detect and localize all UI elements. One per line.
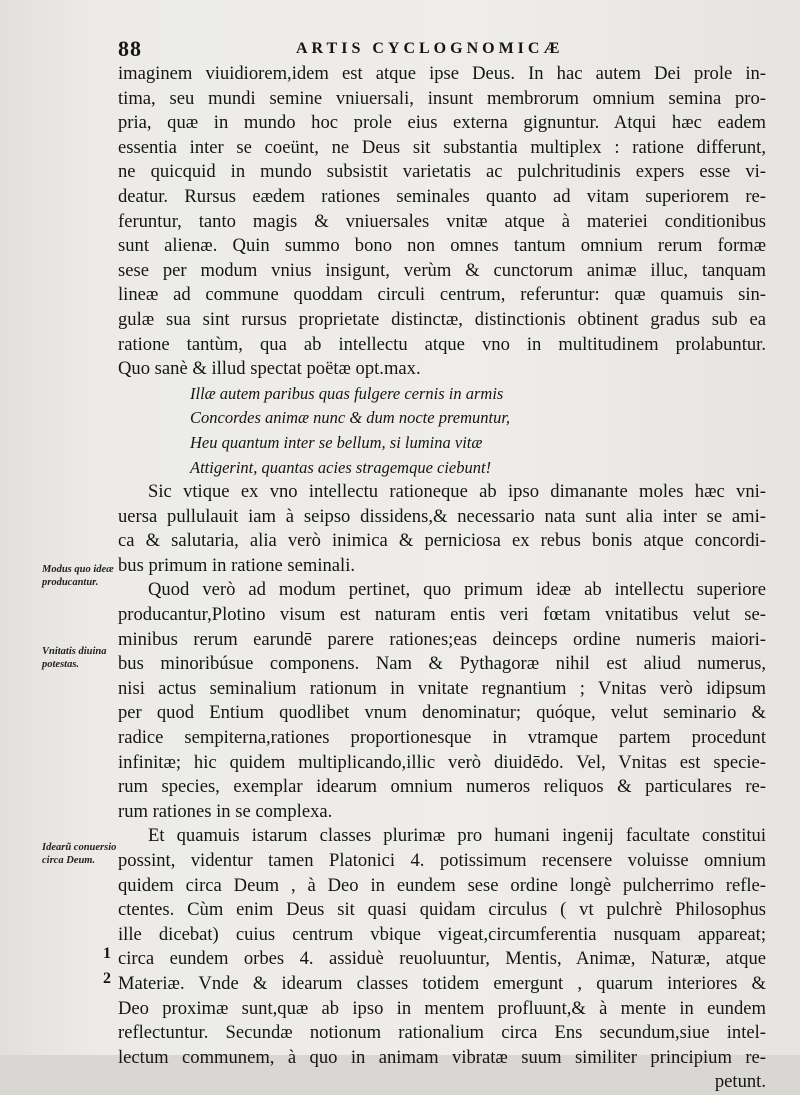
text-line: quidem circa Deum , à Deo in eundem sese ordine longè pulcherrimo refle- [118, 874, 766, 896]
text-line: Sic vtique ex vno intellectu rationeque ab ipso dimanante moles hæc vni- [148, 481, 766, 503]
text-line: tima, seu mundi semine vniuersali, insunt membrorum omnium semina pro- [118, 87, 766, 109]
text-line: bus primum in ratione seminali. [118, 554, 356, 576]
text-line: producantur,Plotino visum est naturam entis veri fœtam vnitatibus velut se- [118, 604, 766, 626]
text-line: pria, quæ in mundo hoc prole eius externa gignuntur. Atqui hæc eadem [118, 112, 766, 134]
text-line: radice sempiterna,rationes proportionesque in vtramque partem procedunt [118, 727, 766, 749]
margin-note-modus: Modus quo ideæ producantur. [42, 564, 114, 588]
text-line: essentia inter se coeünt, ne Deus sit substantia multiplex : ratione differunt, [118, 136, 766, 158]
text-line: ctentes. Cùm enim Deus sit quasi quidam circulus ( vt pulchrè Philosophus [118, 899, 766, 921]
text-line: imaginem viuidiorem,idem est atque ipse Deus. In hac autem Dei prole in- [118, 63, 766, 84]
text-line: minibus rerum earundē parere rationes;eas deinceps ordine numeris maiori- [118, 628, 766, 650]
margin-note-idearum: Idearũ conuersio circa Deum. [42, 842, 117, 866]
running-title: ARTIS CYCLOGNOMICÆ [296, 40, 564, 57]
text-line: Materiæ. Vnde & idearum classes totidem emergunt , quarum interiores & [118, 972, 766, 994]
text-line: lectum communem, à quo in animam vibratæ suum similiter principium re- [118, 1046, 766, 1068]
text-line: ne quicquid in mundo subsistit varietatis ac pulchritudinis expers esse vi- [118, 161, 766, 183]
text-line: circa eundem orbes 4. assiduè reuoluuntur, Mentis, Animæ, Naturæ, atque [118, 948, 766, 970]
main-text [118, 62, 766, 1095]
text-line: feruntur, tanto magis & vniuersales vnitæ atque à materiei conditionibus [118, 210, 766, 232]
verse-line: Concordes animæ nunc & dum nocte premuntur, [190, 408, 511, 428]
line-number-1: 1 [103, 945, 111, 962]
text-line: reflectuntur. Secundæ notionum rationalium circa Ens secundum,siue intel- [118, 1022, 766, 1044]
text-line: Quo sanè & illud spectat poëtæ opt.max. [118, 358, 421, 380]
text-line: ille dicebat) cuius centrum vbique vigeat,circumferentia nusquam appareat; [118, 923, 766, 945]
text-line: sunt alienæ. Quin summo bono non omnes tantum omnium rerum formæ [118, 235, 766, 257]
text-line: ratione tantùm, qua ab intellectu atque vno in multitudinem prolabuntur. [118, 333, 766, 355]
margin-note-vnitas: Vnitatis diuina potestas. [42, 646, 107, 670]
text-line: Et quamuis istarum classes plurimæ pro humani ingenij facultate constitui [148, 825, 766, 847]
text-line: deatur. Rursus eædem rationes seminales quanto ad vitam superiorem re- [118, 185, 766, 207]
text-line: ca & salutaria, alia verò inimica & perniciosa ex rebus bonis atque concordi- [118, 530, 766, 552]
text-line: gulæ sua sint rursus proprietate distinctæ, distinctionis obtinent gradus sub ea [118, 308, 766, 330]
text-line: rum species, exemplar idearum omnium numeros reliquos & particulares re- [118, 776, 766, 798]
page-number: 88 [118, 36, 142, 61]
verse-line: Illæ autem paribus quas fulgere cernis in armis [190, 383, 504, 403]
text-line: Deo proximæ sunt,quæ ab ipso in mentem profluunt,& à mente in eundem [118, 997, 766, 1019]
text-line: bus minoribúsue componens. Nam & Pythagoræ nihil est aliud numerus, [118, 653, 766, 675]
text-line: possint, videntur tamen Platonici 4. potissimum recensere voluisse omnium [118, 850, 766, 871]
line-number-2: 2 [103, 970, 111, 987]
verse-line: Heu quantum inter se bellum, si lumina vitæ [190, 432, 483, 452]
verse-line: Attigerint, quantas acies stragemque ciebunt! [190, 457, 492, 477]
text-line: lineæ ad commune quoddam circuli centrum, referuntur: quæ quamuis sin- [118, 284, 766, 306]
text-line: nisi actus seminalium rationum in vnitate regnantium ; Vnitas verò idipsum [118, 677, 766, 699]
text-line: rum rationes in se complexa. [118, 800, 333, 822]
text-line: infinitæ; hic quidem multiplicando,illic verò diuidēdo. Vel, Vnitas est specie- [118, 751, 766, 773]
text-line: Quod verò ad modum pertinet, quo primum ideæ ab intellectu superiore [148, 579, 766, 601]
text-line: sese per modum vnius insigunt, verùm & cunctorum animæ illuc, tanquam [118, 259, 766, 281]
text-line: per quod Entium quodlibet vnum denominatur; quóque, velut seminario & [118, 702, 766, 724]
text-line: uersa pullulauit iam à seipso dissidens,& necessario nata sunt alia inter se ami- [118, 505, 766, 527]
catchword: petunt. [714, 1071, 766, 1093]
